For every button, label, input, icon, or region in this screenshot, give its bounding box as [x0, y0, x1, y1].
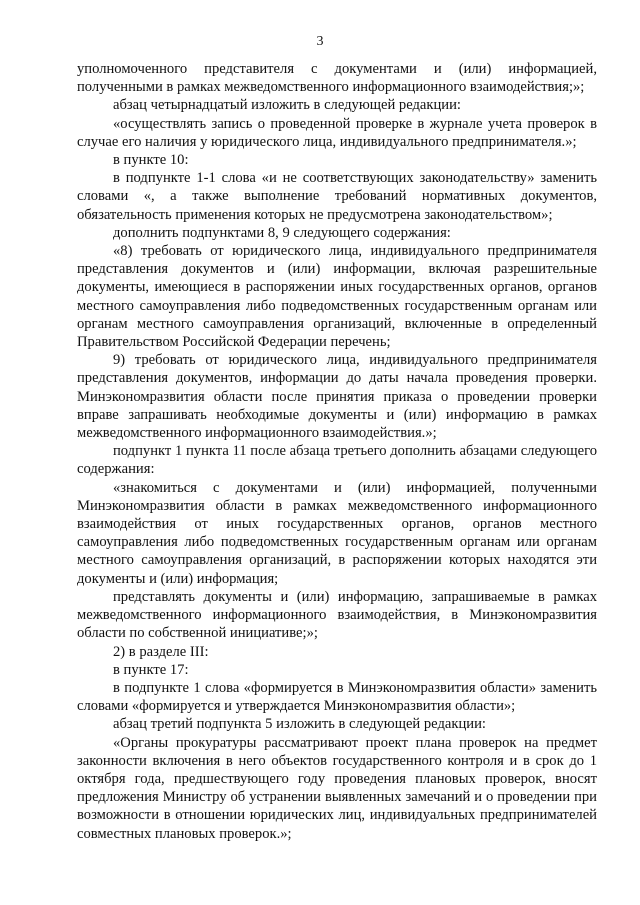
paragraph-quote-zapis: «осуществлять запись о проведенной проверке в журнале учета проверок в случае его наличия у юридического лица, индивидуального предпринимателя.»;: [77, 115, 597, 150]
paragraph-continuation: уполномоченного представителя с документами и (или) информацией, полученными в рамках межведомственного информационного взаимодействия;»;: [77, 61, 597, 96]
paragraph-abzac-3-podpunkt-5: абзац третий подпункта 5 изложить в следующей редакции:: [113, 716, 486, 733]
paragraph-abzac-14: абзац четырнадцатый изложить в следующей редакции:: [113, 97, 461, 114]
paragraph-quote-prokuratura: «Органы прокуратуры рассматривают проект плана проверок на предмет законности включения в него объектов государственного контроля и в срок до 1 октября года, предшествующего году проведения плановых проверок, вносят предложения Министру об устранении выявленных замечаний и о проведении при возможности в отношении юридических лиц, индивидуальных предпринимателей совместных плановых проверок.»;: [77, 734, 597, 842]
paragraph-punkt-17: в пункте 17:: [113, 661, 189, 678]
paragraph-predstavlyat: представлять документы и (или) информацию, запрашиваемые в рамках межведомственного информационного взаимодействия, в Минэкономразвития области по собственной инициативе;»;: [77, 588, 597, 642]
paragraph-punkt-10: в пункте 10:: [113, 152, 189, 169]
paragraph-podpunkt-9: 9) требовать от юридического лица, индивидуального предпринимателя представления документов, информации до даты начала проведения проверки. Минэкономразвития области после принятия приказа о проведении проверки вправе запрашивать необходимые документы и (или) информацию в рамках межведомственного информационного взаимодействия.»;: [77, 352, 597, 442]
paragraph-razdel-3: 2) в разделе III:: [113, 643, 209, 660]
paragraph-punkt-11: подпункт 1 пункта 11 после абзаца третьего дополнить абзацами следующего содержания:: [77, 443, 597, 478]
paragraph-podpunkt-8: «8) требовать от юридического лица, индивидуального предпринимателя представления документов и (или) информации, включая разрешительные документы, имеющиеся в распоряжении иных государственных органов, органов местного самоуправления либо подведомственных государственным органам или органам местного самоуправления организаций, включенные в определенный Правительством Российской Федерации перечень;: [77, 243, 597, 351]
page-number: 3: [316, 34, 324, 49]
paragraph-podpunkt-1: в подпункте 1 слова «формируется в Минэкономразвития области» заменить словами «формируется и утверждается Минэкономразвития области»;: [77, 679, 597, 715]
paragraph-podpunkt-1-1: в подпункте 1-1 слова «и не соответствующих законодательству» заменить словами «, а также выполнение требований нормативных документов, обязательность применения которых не предусмотрена законодательством»;: [77, 170, 597, 223]
document-body: [77, 60, 597, 843]
paragraph-dopolnit-8-9: дополнить подпунктами 8, 9 следующего содержания:: [113, 224, 451, 241]
paragraph-quote-znakomitsya: «знакомиться с документами и (или) информацией, полученными Минэкономразвития области в рамках межведомственного информационного взаимодействия от иных государственных органов, органов местного самоуправления либо подведомственных государственным органам или органам местного самоуправления организаций, в распоряжении которых находятся эти документы и (или) информация;: [77, 479, 597, 587]
